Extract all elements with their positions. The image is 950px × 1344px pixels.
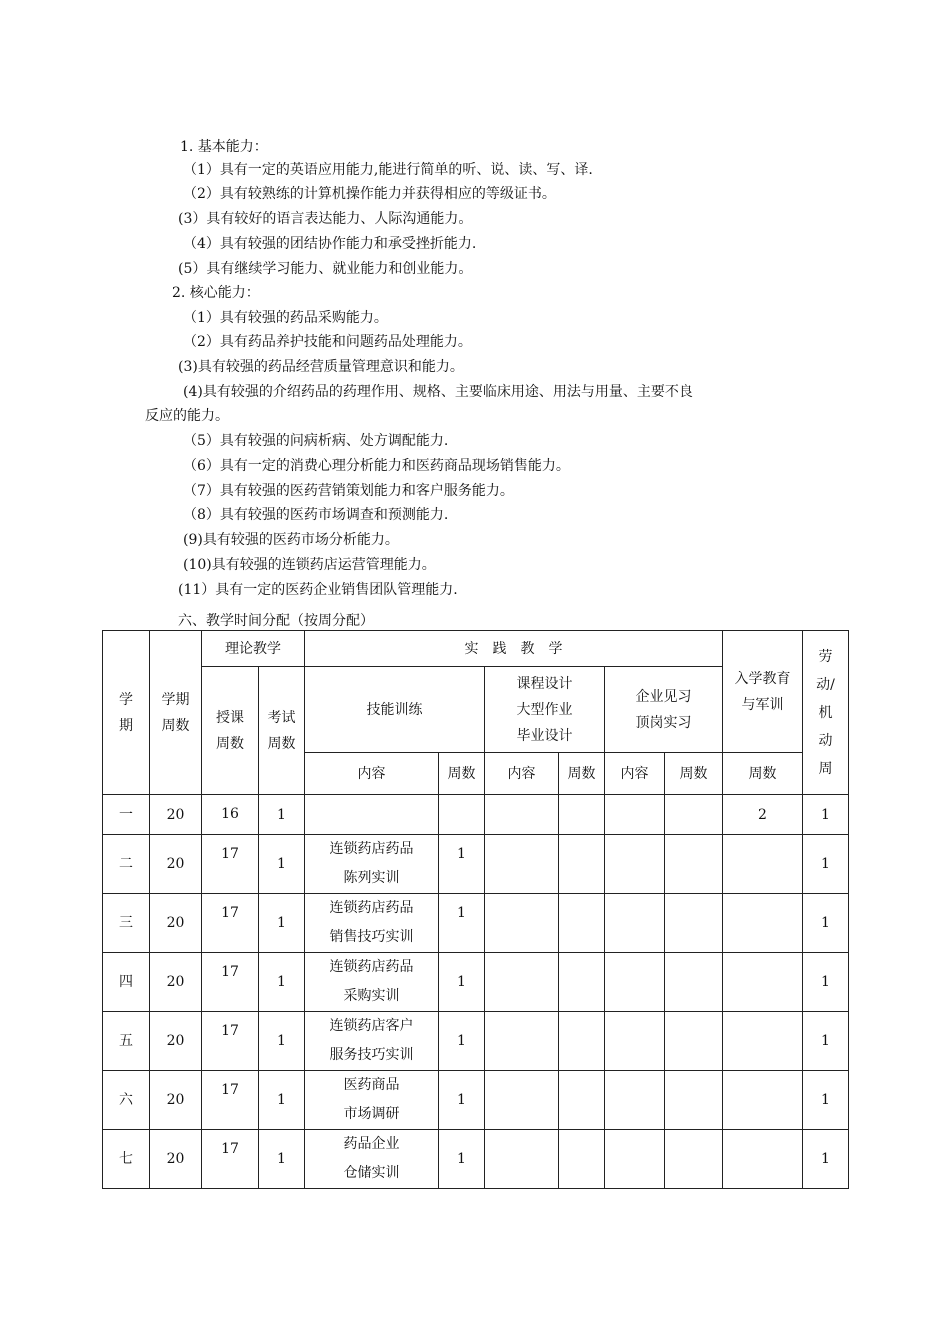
basic-item: (3）具有较好的语言表达能力、人际沟通能力。 — [178, 211, 473, 227]
core-item: （8）具有较强的医药市场调查和预测能力. — [183, 507, 449, 523]
cell-exam: 1 — [259, 1130, 305, 1189]
cell-labor: 1 — [803, 953, 849, 1012]
cell-empty — [485, 1012, 559, 1071]
cell-empty — [485, 1071, 559, 1130]
cell-lecture: 17 — [202, 1071, 259, 1130]
header-weeks: 周数 — [723, 753, 803, 795]
cell-skill-content: 连锁药店药品 陈列实训 — [305, 835, 439, 894]
header-course-design: 课程设计 大型作业 毕业设计 — [485, 667, 605, 753]
cell-empty — [665, 1071, 723, 1130]
cell-entry — [723, 1012, 803, 1071]
cell-skill-weeks: 1 — [439, 894, 485, 953]
cell-empty — [605, 1012, 665, 1071]
cell-weeks: 20 — [150, 1071, 202, 1130]
cell-lecture: 17 — [202, 1130, 259, 1189]
core-item: (9)具有较强的医药市场分析能力。 — [183, 532, 399, 548]
cell-entry — [723, 894, 803, 953]
cell-labor: 1 — [803, 894, 849, 953]
cell-lecture: 17 — [202, 1012, 259, 1071]
cell-lecture: 16 — [202, 795, 259, 835]
header-exam-weeks: 考试 周数 — [259, 667, 305, 795]
cell-empty — [559, 835, 605, 894]
header-weeks: 周数 — [559, 753, 605, 795]
table-row — [103, 1012, 849, 1071]
basic-item: （4）具有较强的团结协作能力和承受挫折能力. — [183, 236, 477, 252]
cell-exam: 1 — [259, 1071, 305, 1130]
cell-empty — [665, 1012, 723, 1071]
cell-entry: 2 — [723, 795, 803, 835]
table-row — [103, 835, 849, 894]
core-item: (3)具有较强的药品经营质量管理意识和能力。 — [178, 359, 464, 375]
core-item-continued: 反应的能力。 — [145, 408, 229, 424]
core-item: (10)具有较强的连锁药店运营管理能力。 — [183, 557, 436, 573]
cell-entry — [723, 1071, 803, 1130]
cell-term: 六 — [103, 1071, 150, 1130]
header-entry-education: 入学教育 与军训 — [723, 631, 803, 753]
cell-skill-content: 医药商品 市场调研 — [305, 1071, 439, 1130]
cell-term: 五 — [103, 1012, 150, 1071]
cell-skill-weeks: 1 — [439, 1071, 485, 1130]
cell-labor: 1 — [803, 1012, 849, 1071]
cell-empty — [559, 953, 605, 1012]
header-content: 内容 — [485, 753, 559, 795]
cell-empty — [485, 795, 559, 835]
cell-empty — [559, 795, 605, 835]
basic-item: （1）具有一定的英语应用能力,能进行简单的听、说、读、写、译. — [183, 162, 593, 178]
basic-ability-title: 1. 基本能力： — [180, 139, 268, 155]
cell-skill-content: 连锁药店药品 销售技巧实训 — [305, 894, 439, 953]
cell-weeks: 20 — [150, 894, 202, 953]
header-content: 内容 — [305, 753, 439, 795]
header-content: 内容 — [605, 753, 665, 795]
core-item: （7）具有较强的医药营销策划能力和客户服务能力。 — [183, 483, 514, 499]
core-item: （5）具有较强的问病析病、处方调配能力. — [183, 433, 449, 449]
table-row — [103, 1130, 849, 1189]
cell-labor: 1 — [803, 795, 849, 835]
cell-skill-content: 药品企业 仓储实训 — [305, 1130, 439, 1189]
cell-term: 二 — [103, 835, 150, 894]
cell-empty — [665, 894, 723, 953]
cell-skill-weeks: 1 — [439, 1012, 485, 1071]
cell-term: 三 — [103, 894, 150, 953]
cell-exam: 1 — [259, 795, 305, 835]
cell-empty — [559, 1012, 605, 1071]
cell-entry — [723, 1130, 803, 1189]
cell-exam: 1 — [259, 1012, 305, 1071]
cell-term: 一 — [103, 795, 150, 835]
table-row — [103, 795, 849, 835]
table-row — [103, 1071, 849, 1130]
header-internship: 企业见习 顶岗实习 — [605, 667, 723, 753]
header-theory: 理论教学 — [202, 631, 305, 667]
cell-skill-weeks: 1 — [439, 1130, 485, 1189]
cell-empty — [559, 1071, 605, 1130]
table-row — [103, 894, 849, 953]
cell-labor: 1 — [803, 835, 849, 894]
cell-lecture: 17 — [202, 953, 259, 1012]
cell-empty — [485, 953, 559, 1012]
cell-skill-weeks: 1 — [439, 953, 485, 1012]
header-lecture-weeks: 授课 周数 — [202, 667, 259, 795]
cell-empty — [665, 1130, 723, 1189]
cell-term: 七 — [103, 1130, 150, 1189]
cell-labor: 1 — [803, 1130, 849, 1189]
core-item: (11）具有一定的医药企业销售团队管理能力. — [178, 582, 458, 598]
header-term: 学 期 — [103, 631, 150, 795]
cell-skill-content — [305, 795, 439, 835]
cell-labor: 1 — [803, 1071, 849, 1130]
cell-empty — [559, 1130, 605, 1189]
header-skill-training: 技能训练 — [305, 667, 485, 753]
header-term-weeks: 学期 周数 — [150, 631, 202, 795]
table-title: 六、教学时间分配（按周分配） — [178, 613, 374, 629]
cell-skill-weeks — [439, 795, 485, 835]
cell-empty — [605, 795, 665, 835]
cell-exam: 1 — [259, 953, 305, 1012]
cell-term: 四 — [103, 953, 150, 1012]
cell-empty — [485, 835, 559, 894]
cell-entry — [723, 953, 803, 1012]
cell-empty — [485, 1130, 559, 1189]
cell-empty — [605, 1130, 665, 1189]
cell-empty — [559, 894, 605, 953]
cell-weeks: 20 — [150, 795, 202, 835]
cell-empty — [665, 835, 723, 894]
cell-lecture: 17 — [202, 835, 259, 894]
cell-exam: 1 — [259, 835, 305, 894]
core-item: （6）具有一定的消费心理分析能力和医药商品现场销售能力。 — [183, 458, 570, 474]
header-labor-weeks: 劳 动/ 机 动 周 — [803, 631, 849, 795]
cell-empty — [665, 953, 723, 1012]
cell-empty — [665, 795, 723, 835]
cell-skill-content: 连锁药店药品 采购实训 — [305, 953, 439, 1012]
core-item: （2）具有药品养护技能和问题药品处理能力。 — [183, 334, 472, 350]
header-weeks: 周数 — [665, 753, 723, 795]
cell-empty — [605, 953, 665, 1012]
cell-entry — [723, 835, 803, 894]
cell-weeks: 20 — [150, 953, 202, 1012]
header-practice: 实 践 教 学 — [305, 631, 723, 667]
core-item: (4)具有较强的介绍药品的药理作用、规格、主要临床用途、用法与用量、主要不良 — [183, 384, 693, 400]
cell-empty — [605, 835, 665, 894]
cell-lecture: 17 — [202, 894, 259, 953]
cell-skill-weeks: 1 — [439, 835, 485, 894]
cell-empty — [605, 894, 665, 953]
cell-weeks: 20 — [150, 1130, 202, 1189]
table-row — [103, 953, 849, 1012]
header-weeks: 周数 — [439, 753, 485, 795]
cell-empty — [485, 894, 559, 953]
cell-exam: 1 — [259, 894, 305, 953]
core-item: （1）具有较强的药品采购能力。 — [183, 310, 388, 326]
core-ability-title: 2. 核心能力： — [172, 285, 260, 301]
cell-weeks: 20 — [150, 835, 202, 894]
cell-weeks: 20 — [150, 1012, 202, 1071]
basic-item: (5）具有继续学习能力、就业能力和创业能力。 — [178, 261, 473, 277]
cell-skill-content: 连锁药店客户 服务技巧实训 — [305, 1012, 439, 1071]
basic-item: （2）具有较熟练的计算机操作能力并获得相应的等级证书。 — [183, 186, 556, 202]
teaching-schedule-table — [102, 630, 849, 1189]
cell-empty — [605, 1071, 665, 1130]
